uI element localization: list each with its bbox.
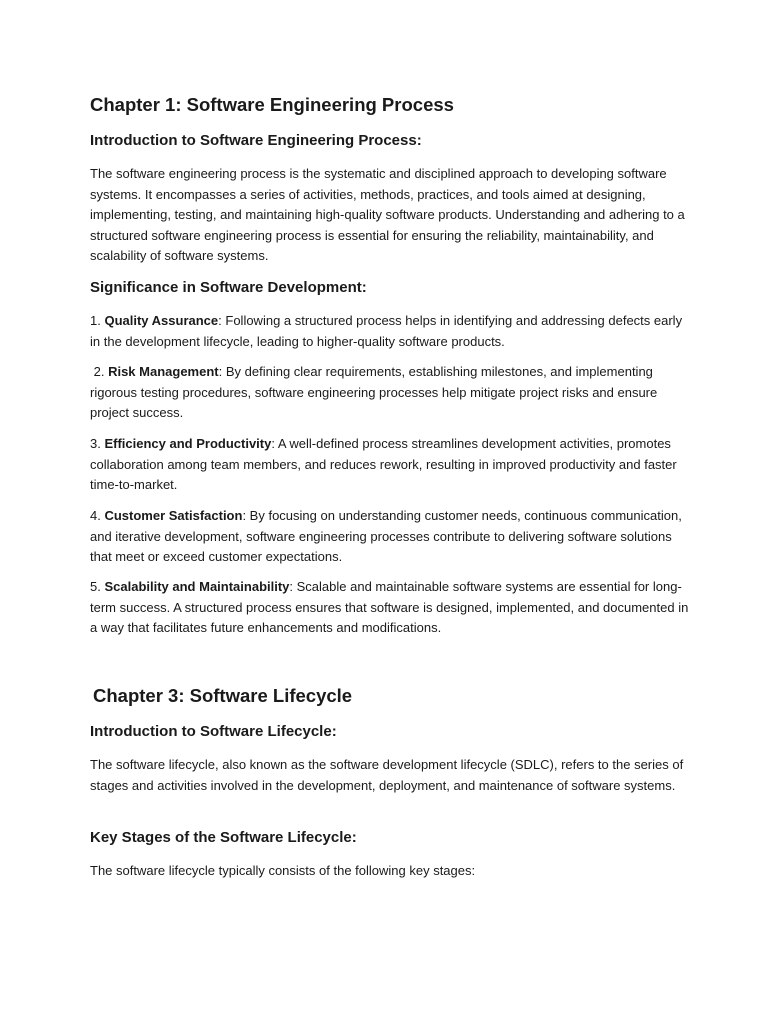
significance-item-2 [90,362,690,424]
significance-item-1 [90,311,690,352]
item-term: Quality Assurance [104,313,219,328]
item-number: 1. [90,313,105,328]
chapter-1-intro-heading: Introduction to Software Engineering Process: [90,132,422,149]
significance-item-3 [90,434,690,496]
significance-item-5 [90,577,690,639]
key-stages-heading: Key Stages of the Software Lifecycle: [90,829,357,846]
key-stages-paragraph: The software lifecycle typically consists of the following key stages: [90,863,476,878]
significance-item-4 [90,506,690,568]
item-number: 5. [90,579,105,594]
chapter-3-intro-paragraph: The software lifecycle, also known as the software development lifecycle (SDLC), refers to the series of stages and activities involved in the development, deployment, and maintenance of software systems. [90,757,684,793]
item-term: Customer Satisfaction [104,508,243,523]
chapter-1-title: Chapter 1: Software Engineering Process [90,94,454,115]
chapter-3-intro-heading: Introduction to Software Lifecycle: [90,723,337,740]
item-text: : By defining clear requirements, establishing milestones, and implementing rigorous testing procedures, software engineering processes help mitigate project risks and ensure project success. [90,364,658,421]
item-text: : Scalable and maintainable software systems are essential for long-term success. A structured process ensures that software is designed, implemented, and documented in a way that facilitates future enhancements and modifications. [90,579,689,636]
chapter-3-title: Chapter 3: Software Lifecycle [93,685,353,706]
item-text: : By focusing on understanding customer needs, continuous communication, and iterative development, software engineering processes contribute to delivering software solutions that meet or exceed customer expectations. [90,508,682,565]
significance-heading: Significance in Software Development: [90,279,367,296]
item-term: Efficiency and Productivity [104,436,272,451]
item-number: 4. [90,508,105,523]
item-number: 3. [90,436,105,451]
chapter-1-intro-paragraph: The software engineering process is the systematic and disciplined approach to developing software systems. It encompasses a series of activities, methods, practices, and tools aimed at designing, implementing, testing, and maintaining high-quality software products. Understanding and adhering to a structured software engineering process is essential for ensuring the reliability, maintainability, and scalability of software systems. [90,166,685,264]
item-term: Risk Management [108,364,219,379]
item-text: : Following a structured process helps in identifying and addressing defects early in the development lifecycle, leading to higher-quality software products. [90,313,683,349]
item-term: Scalability and Maintainability [104,579,290,594]
item-number: 2. [90,364,109,379]
item-text: : A well-defined process streamlines development activities, promotes collaboration among team members, and reduces rework, resulting in improved productivity and faster time-to-market. [90,436,677,493]
